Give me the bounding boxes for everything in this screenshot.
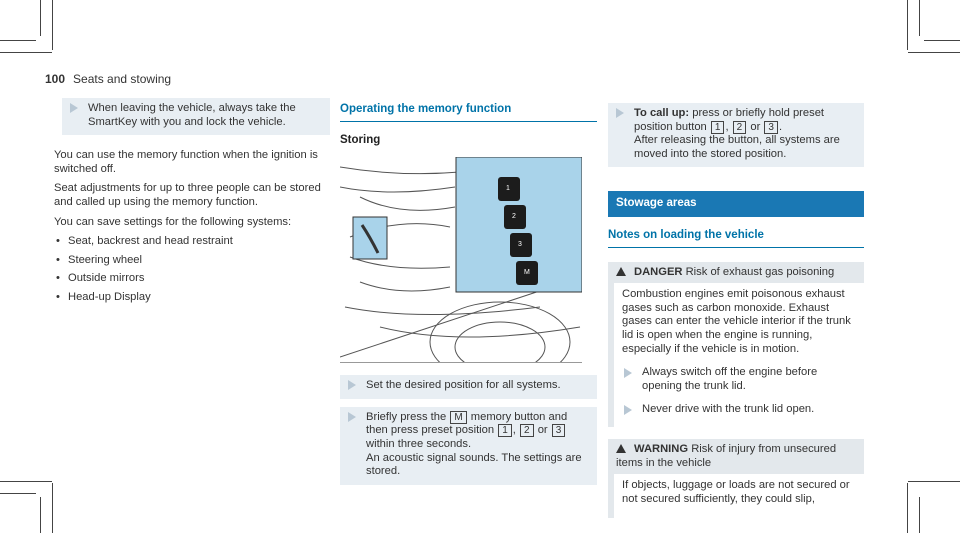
instruction-step: [62, 98, 330, 135]
step-text: within three seconds.: [366, 437, 472, 450]
warning-title: Risk of injury from unsecured items in the vehicle: [616, 442, 837, 469]
step-text: Set the desired position for all systems.: [366, 379, 561, 392]
section-bar: Stowage areas: [608, 191, 864, 217]
list-item: • Outside mirrors: [54, 272, 330, 286]
step-arrow-icon: [348, 380, 356, 390]
crop-mark: [908, 52, 960, 53]
step-text: Briefly press the: [366, 410, 447, 423]
list-item: • Seat, backrest and head restraint: [54, 235, 330, 249]
danger-header: [608, 262, 864, 284]
crop-mark: [0, 52, 52, 53]
column-left: [54, 98, 330, 310]
system-list: [54, 235, 330, 304]
preset-key-1-icon: 1: [498, 424, 512, 437]
warning-text: If objects, luggage or loads are not secured or not secured sufficiently, they could slip,: [622, 479, 850, 505]
crop-mark: [919, 497, 920, 533]
step-text: An acoustic signal sounds. The settings are stored.: [366, 451, 582, 478]
step-arrow-icon: [70, 103, 78, 113]
warning-triangle-icon: [616, 267, 626, 276]
door-panel-illustration: [340, 157, 582, 362]
crop-mark: [924, 40, 960, 41]
instruction-step: Briefly press the M memory button and then press preset position 1 , 2 or 3 within three seconds. An acoustic signal sounds. The settings are stored.: [340, 407, 597, 485]
preset-key-3-icon: 3: [552, 424, 566, 437]
memory-button-m-label: M: [524, 269, 530, 277]
danger-body: [608, 283, 864, 427]
danger-title: Risk of exhaust gas poisoning: [685, 265, 835, 278]
step-arrow-icon: [616, 108, 624, 118]
instruction-step: [622, 403, 856, 417]
subheading: Storing: [340, 133, 381, 146]
memory-key-icon: M: [450, 411, 466, 424]
danger-label: DANGER: [634, 265, 683, 278]
step-label: To call up:: [634, 107, 690, 119]
memory-button-3-label: 3: [518, 241, 522, 249]
preset-key-1-icon: 1: [711, 121, 725, 134]
step-text: memory button and then press preset position: [366, 410, 568, 437]
column-middle: [340, 103, 597, 493]
crop-mark: [919, 0, 920, 36]
warning-header: [608, 439, 864, 474]
section-title: Seats and stowing: [73, 72, 172, 86]
column-right: [608, 103, 864, 518]
preset-key-2-icon: 2: [520, 424, 534, 437]
crop-mark: [40, 0, 41, 36]
paragraph: You can use the memory function when the ignition is switched off.: [54, 149, 318, 175]
step-text: After releasing the button, all systems are moved into the stored position.: [634, 134, 840, 160]
or-text: or: [750, 120, 761, 133]
page-header: [45, 72, 171, 86]
crop-mark: [40, 497, 41, 533]
crop-mark: [907, 483, 908, 533]
page-number: 100: [45, 72, 66, 86]
memory-buttons-figure: [340, 157, 582, 363]
warning-triangle-icon: [616, 444, 626, 453]
step-arrow-icon: [624, 368, 632, 378]
preset-key-3-icon: 3: [764, 121, 778, 134]
instruction-step: [622, 366, 856, 393]
step-arrow-icon: [624, 405, 632, 415]
instruction-step: [340, 375, 597, 399]
preset-key-2-icon: 2: [733, 121, 747, 134]
step-text: Never drive with the trunk lid open.: [642, 403, 815, 416]
crop-mark: [0, 493, 36, 494]
step-arrow-icon: [348, 412, 356, 422]
warning-label: WARNING: [634, 442, 689, 455]
paragraph: You can save settings for the following systems:: [54, 215, 292, 228]
or-text: or: [537, 424, 548, 437]
warning-body: [608, 474, 864, 518]
crop-mark: [907, 0, 908, 50]
memory-button-2-label: 2: [512, 213, 516, 221]
section-heading: Operating the memory function: [340, 103, 597, 122]
memory-button-1-label: 1: [506, 185, 510, 193]
danger-text: Combustion engines emit poisonous exhaust gases such as carbon monoxide. Exhaust gases can enter the vehicle interior if the trunk lid is open when the engine is running, especially if the vehicle is in motion.: [622, 288, 851, 355]
crop-mark: [52, 483, 53, 533]
list-item: • Steering wheel: [54, 254, 330, 268]
list-item: • Head-up Display: [54, 291, 330, 305]
step-text: When leaving the vehicle, always take the SmartKey with you and lock the vehicle.: [88, 102, 296, 128]
crop-mark: [52, 0, 53, 50]
section-heading: Notes on loading the vehicle: [608, 229, 864, 248]
crop-mark: [0, 481, 52, 482]
crop-mark: [0, 40, 36, 41]
step-text: Always switch off the engine before opening the trunk lid.: [642, 366, 818, 392]
instruction-step: To call up: press or briefly hold preset position button 1 , 2 or 3 . After releasing the button, all systems are moved into the stored position.: [608, 103, 864, 167]
step-text: press or briefly hold preset position button: [634, 107, 825, 133]
paragraph: Seat adjustments for up to three people can be stored and called up using the memory function.: [54, 182, 321, 208]
crop-mark: [908, 481, 960, 482]
